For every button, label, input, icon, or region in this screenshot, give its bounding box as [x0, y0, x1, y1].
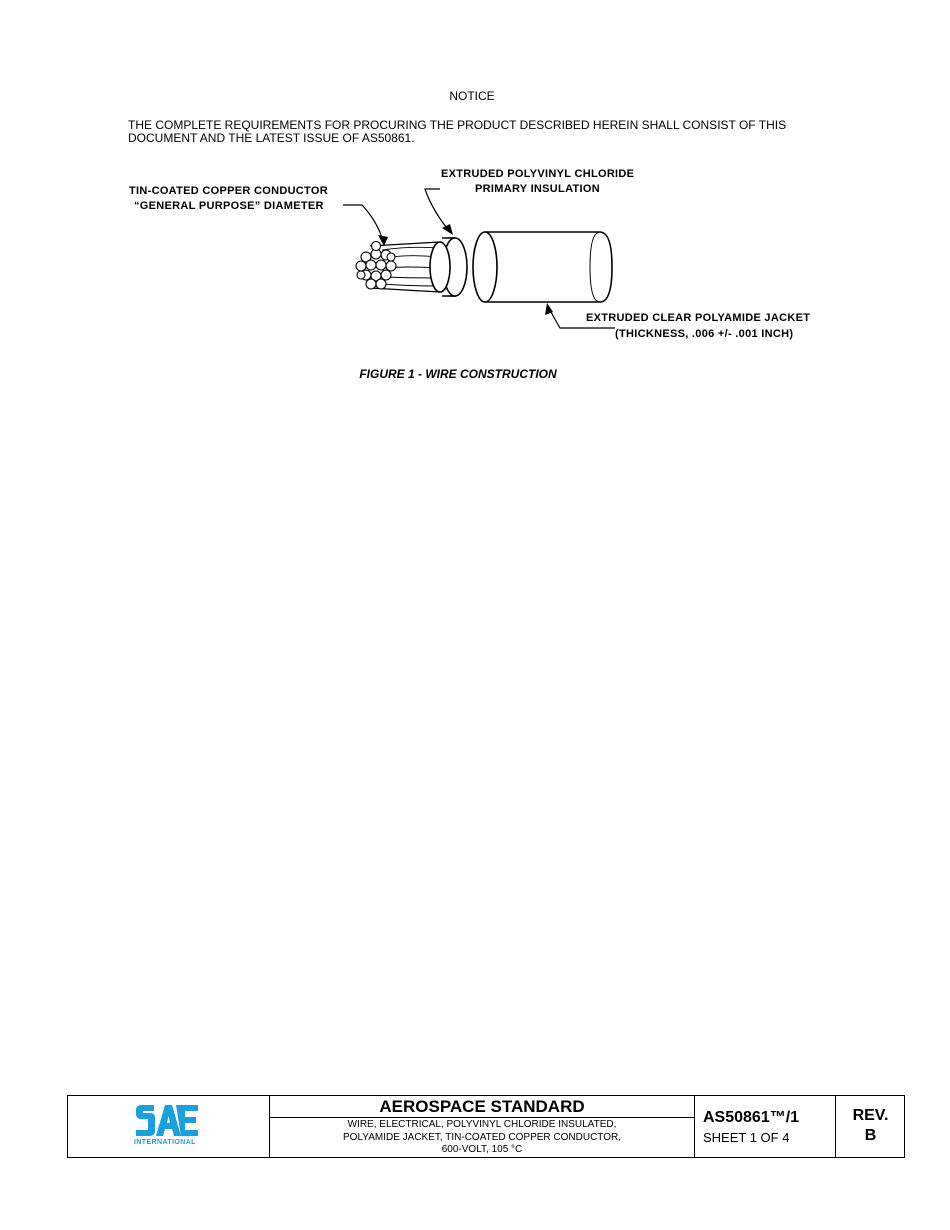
title-cell — [270, 1096, 695, 1157]
description-line3: 600-VOLT, 105 °C — [441, 1144, 523, 1155]
revision-label: REV. — [852, 1107, 889, 1124]
standard-heading: AEROSPACE STANDARD — [270, 1096, 694, 1118]
revision-cell — [836, 1096, 905, 1157]
logo-text: INTERNATIONAL — [134, 1139, 196, 1146]
description-line1: WIRE, ELECTRICAL, POLYVINYL CHLORIDE INSULATED, — [347, 1119, 617, 1130]
label-insulation-line2: PRIMARY INSULATION — [475, 183, 600, 195]
document-cell — [695, 1096, 836, 1157]
figure-caption: FIGURE 1 - WIRE CONSTRUCTION — [359, 367, 557, 381]
label-conductor-line1: TIN-COATED COPPER CONDUCTOR — [129, 185, 328, 197]
label-jacket-line2: (THICKNESS, .006 +/- .001 INCH) — [615, 328, 794, 340]
label-jacket-line1: EXTRUDED CLEAR POLYAMIDE JACKET — [586, 312, 811, 324]
notice-title: NOTICE — [449, 89, 495, 103]
label-conductor-line2: “GENERAL PURPOSE” DIAMETER — [134, 200, 324, 212]
document-number: AS50861™/1 — [703, 1109, 800, 1126]
label-insulation-line1: EXTRUDED POLYVINYL CHLORIDE — [441, 168, 635, 180]
notice-text: THE COMPLETE REQUIREMENTS FOR PROCURING THE PRODUCT DESCRIBED HEREIN SHALL CONSIST OF THIS DOCUMENT AND THE LATEST ISSUE OF AS50861. — [128, 118, 787, 145]
revision-value: B — [864, 1127, 877, 1144]
sae-logo — [134, 1104, 200, 1138]
title-block — [67, 1095, 905, 1158]
description-line2: POLYAMIDE JACKET, TIN-COATED COPPER CONDUCTOR, — [343, 1131, 621, 1143]
logo-cell — [68, 1096, 270, 1157]
wire-construction-figure — [120, 162, 840, 352]
standard-description — [270, 1118, 694, 1157]
sheet-number: SHEET 1 OF 4 — [703, 1130, 790, 1145]
